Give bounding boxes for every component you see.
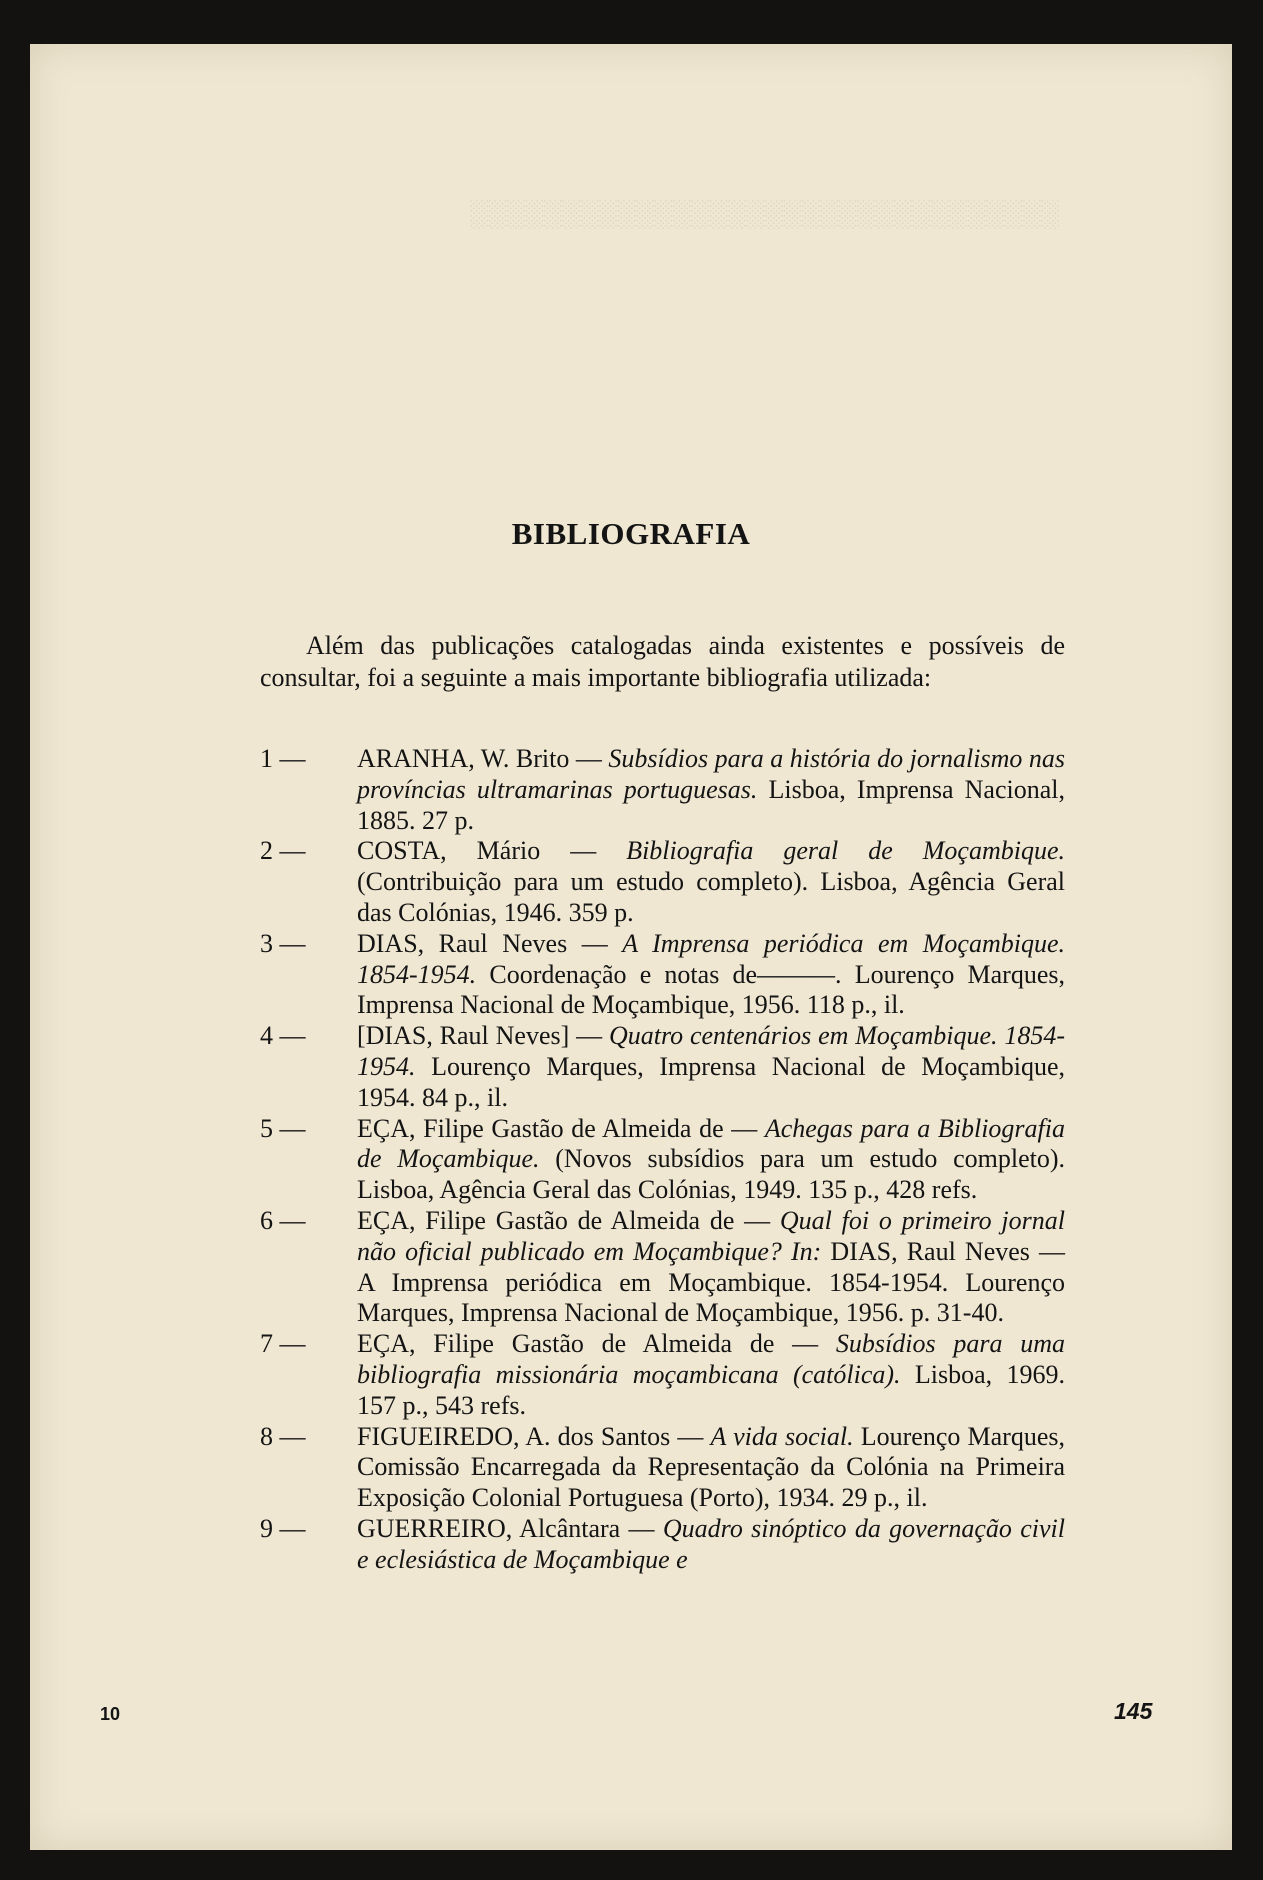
entry-number: 6 — — [260, 1205, 306, 1235]
entry-details: Lisboa, Imprensa Nacional, 1885. 27 p. — [357, 774, 1065, 835]
entry-title: Qual foi o primeiro jornal não oficial publicado em Moçambique? In: — [357, 1205, 1065, 1266]
bibliography-entry — [260, 1329, 1065, 1421]
entry-details: (Contribuição para um estudo completo). Lisboa, Agência Geral das Colónias, 1946. 359 p. — [357, 867, 1065, 927]
entry-author: EÇA, Filipe Gastão de Almeida de — — [357, 1329, 836, 1359]
entry-author: COSTA, Mário — — [357, 836, 627, 866]
entry-title: Subsídios para uma bibliografia missionária moçambicana (católica). — [357, 1329, 1065, 1389]
entry-details: Lourenço Marques, Imprensa Nacional de Moçambique, 1954. 84 p., il. — [357, 1051, 1065, 1112]
entry-details: Lisboa, 1969. 157 p., 543 refs. — [357, 1359, 1066, 1420]
signature-mark: 10 — [100, 1704, 121, 1724]
entry-title: A vida social. — [710, 1421, 854, 1451]
entry-number: 7 — — [260, 1329, 306, 1359]
entry-author: FIGUEIREDO, A. dos Santos — — [357, 1421, 711, 1451]
entry-details: (Novos subsídios para um estudo completo). Lisboa, Agência Geral das Colónias, 1949. 135 p., 428 refs. — [357, 1144, 1066, 1205]
bibliography-entry — [260, 744, 1065, 836]
entry-number: 5 — — [260, 1113, 306, 1143]
entry-number: 1 — — [260, 744, 306, 773]
entry-author: EÇA, Filipe Gastão de Almeida de — — [357, 1205, 780, 1235]
bibliography-entry — [260, 929, 1065, 1021]
bibliography-entry — [260, 1021, 1065, 1113]
entry-number: 2 — — [260, 836, 306, 866]
entry-title: Achegas para a Bibliografia de Moçambique. — [357, 1113, 1065, 1174]
bibliography-entry — [260, 1114, 1065, 1206]
bleed-through-text: ░░░░░░░░░░░░░░░░░░░░░░░░░░░░░░░░ — [470, 199, 1060, 228]
entry-author: EÇA, Filipe Gastão de Almeida de — — [357, 1113, 765, 1143]
entry-author: GUERREIRO, Alcântara — — [357, 1513, 663, 1543]
entry-title: Subsídios para a história do jornalismo nas províncias ultramarinas portuguesas. — [357, 744, 1065, 804]
entry-details: DIAS, Raul Neves — A Imprensa periódica em Moçambique. 1854-1954. Lourenço Marques, Imprensa Nacional de Moçambique, 1956. p. 31-40. — [357, 1236, 1065, 1328]
entry-number: 4 — — [260, 1021, 306, 1051]
entry-title: Bibliografia geral de Moçambique. — [626, 836, 1065, 866]
bibliography-entry — [260, 1206, 1065, 1329]
entry-title: Quatro centenários em Moçambique. 1854-1954. — [357, 1021, 1065, 1081]
entry-details: Lourenço Marques, Comissão Encarregada da Representação da Colónia na Primeira Exposição Colonial Portuguesa (Porto), 1934. 29 p., il. — [357, 1421, 1065, 1513]
entry-title: A Imprensa periódica em Moçambique. 1854-1954. — [357, 928, 1065, 989]
page-number: 145 — [1114, 1698, 1153, 1724]
bibliography-entry — [260, 836, 1065, 928]
bibliography-entry — [260, 1422, 1065, 1514]
entry-author: DIAS, Raul Neves — — [357, 928, 623, 958]
page-title: BIBLIOGRAFIA — [511, 516, 751, 551]
intro-paragraph: Além das publicações catalogadas ainda existentes e possíveis de consultar, foi a seguinte a mais importante bibliografia utilizada: — [260, 631, 1065, 692]
entry-number: 9 — — [260, 1513, 306, 1543]
entry-title: Quadro sinóptico da governação civil e eclesiástica de Moçambique e — [357, 1513, 1066, 1574]
entry-author: [DIAS, Raul Neves] — — [357, 1021, 609, 1051]
bibliography-list — [260, 744, 1065, 1576]
entry-details: Coordenação e notas de———. Lourenço Marques, Imprensa Nacional de Moçambique, 1956. 118 p., il. — [357, 959, 1065, 1020]
entry-number: 8 — — [260, 1421, 306, 1451]
entry-number: 3 — — [260, 928, 306, 958]
bibliography-entry — [260, 1514, 1065, 1576]
entry-author: ARANHA, W. Brito — — [357, 744, 609, 773]
book-page — [30, 44, 1232, 1850]
